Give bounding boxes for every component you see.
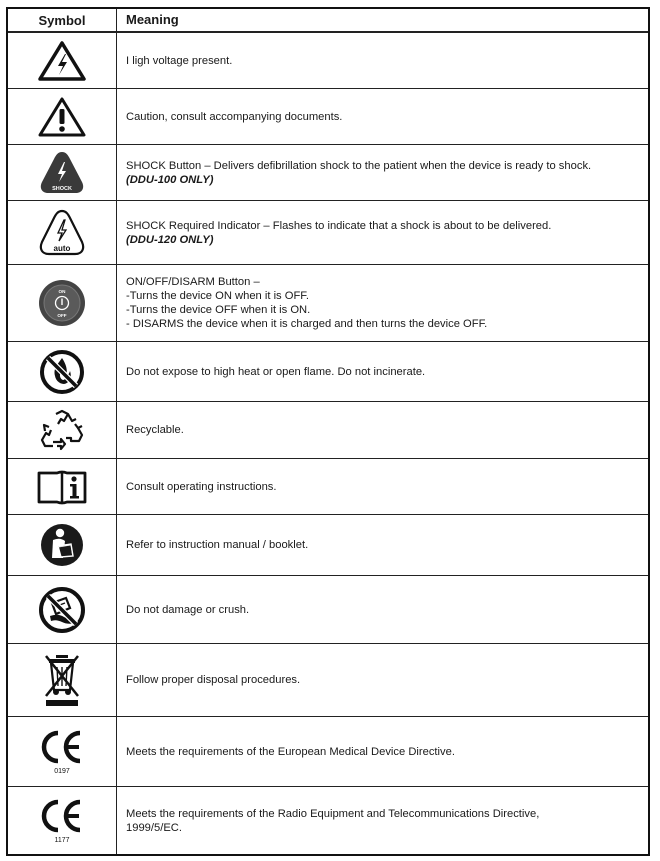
no-flame-icon	[39, 349, 85, 395]
table-row	[8, 32, 648, 88]
power-button-icon	[37, 278, 87, 328]
shock-icon-label: SHOCK	[52, 185, 72, 192]
meaning-text: Refer to instruction manual / booklet.	[126, 539, 309, 551]
table-row	[8, 643, 648, 716]
meaning-text: Meets the requirements of the European Medical Device Directive.	[126, 745, 455, 758]
meaning-text: Do not expose to high heat or open flame. Do not incinerate.	[126, 365, 426, 378]
table-row	[8, 200, 648, 264]
info-book-icon	[37, 468, 87, 506]
meaning-column-header: Meaning	[126, 12, 179, 27]
meaning-text-line: -Turns the device OFF when it is ON.	[126, 304, 311, 316]
table-row	[8, 264, 648, 341]
shock-button-icon	[39, 150, 85, 196]
table-row	[8, 786, 648, 854]
table-row	[8, 401, 648, 458]
meaning-text: Recyclable.	[126, 424, 184, 436]
meaning-text: I ligh voltage present.	[126, 54, 233, 67]
manual-icon	[39, 522, 85, 568]
no-crush-icon	[38, 586, 86, 634]
symbol-table	[6, 7, 650, 856]
table-row	[8, 144, 648, 200]
table-row	[8, 458, 648, 514]
meaning-text-line: ON/OFF/DISARM Button –	[126, 276, 260, 288]
meaning-text-line: Meets the requirements of the Radio Equipment and Telecommunications Directive,	[126, 807, 540, 820]
meaning-text-line: 1999/5/EC.	[126, 821, 182, 834]
model-note: (DDU-120 ONLY)	[126, 233, 214, 246]
table-row	[8, 341, 648, 401]
shock-indicator-icon	[38, 208, 86, 258]
notified-body-number: 0197	[54, 767, 70, 775]
recycle-icon	[39, 408, 85, 452]
meaning-text-line: - DISARMS the device when it is charged and then turns the device OFF.	[126, 318, 488, 330]
meaning-text: SHOCK Required Indicator – Flashes to indicate that a shock is about to be delivered.	[126, 219, 552, 232]
symbol-column-header: Symbol	[8, 9, 117, 31]
meaning-text: Consult operating instructions.	[126, 480, 277, 493]
ce-mark-icon	[37, 796, 87, 846]
table-row	[8, 514, 648, 575]
weee-bin-icon	[40, 652, 84, 708]
notified-body-number: 1177	[54, 836, 70, 844]
meaning-text-line: -Turns the device ON when it is OFF.	[126, 290, 309, 302]
high-voltage-icon	[38, 40, 86, 82]
on-icon-label: ON	[58, 289, 66, 294]
ce-mark-icon	[37, 727, 87, 777]
table-row	[8, 88, 648, 144]
auto-icon-label: auto	[53, 243, 71, 253]
meaning-text: SHOCK Button – Delivers defibrillation shock to the patient when the device is ready to shock.	[126, 159, 592, 172]
table-row	[8, 716, 648, 786]
model-note: (DDU-100 ONLY)	[126, 173, 214, 186]
meaning-text: Follow proper disposal procedures.	[126, 674, 301, 686]
off-icon-label: OFF	[57, 313, 67, 318]
table-header-row	[8, 9, 648, 32]
meaning-text: Do not damage or crush.	[126, 603, 250, 616]
caution-icon	[38, 96, 86, 138]
meaning-text: Caution, consult accompanying documents.	[126, 110, 343, 123]
table-row	[8, 575, 648, 643]
